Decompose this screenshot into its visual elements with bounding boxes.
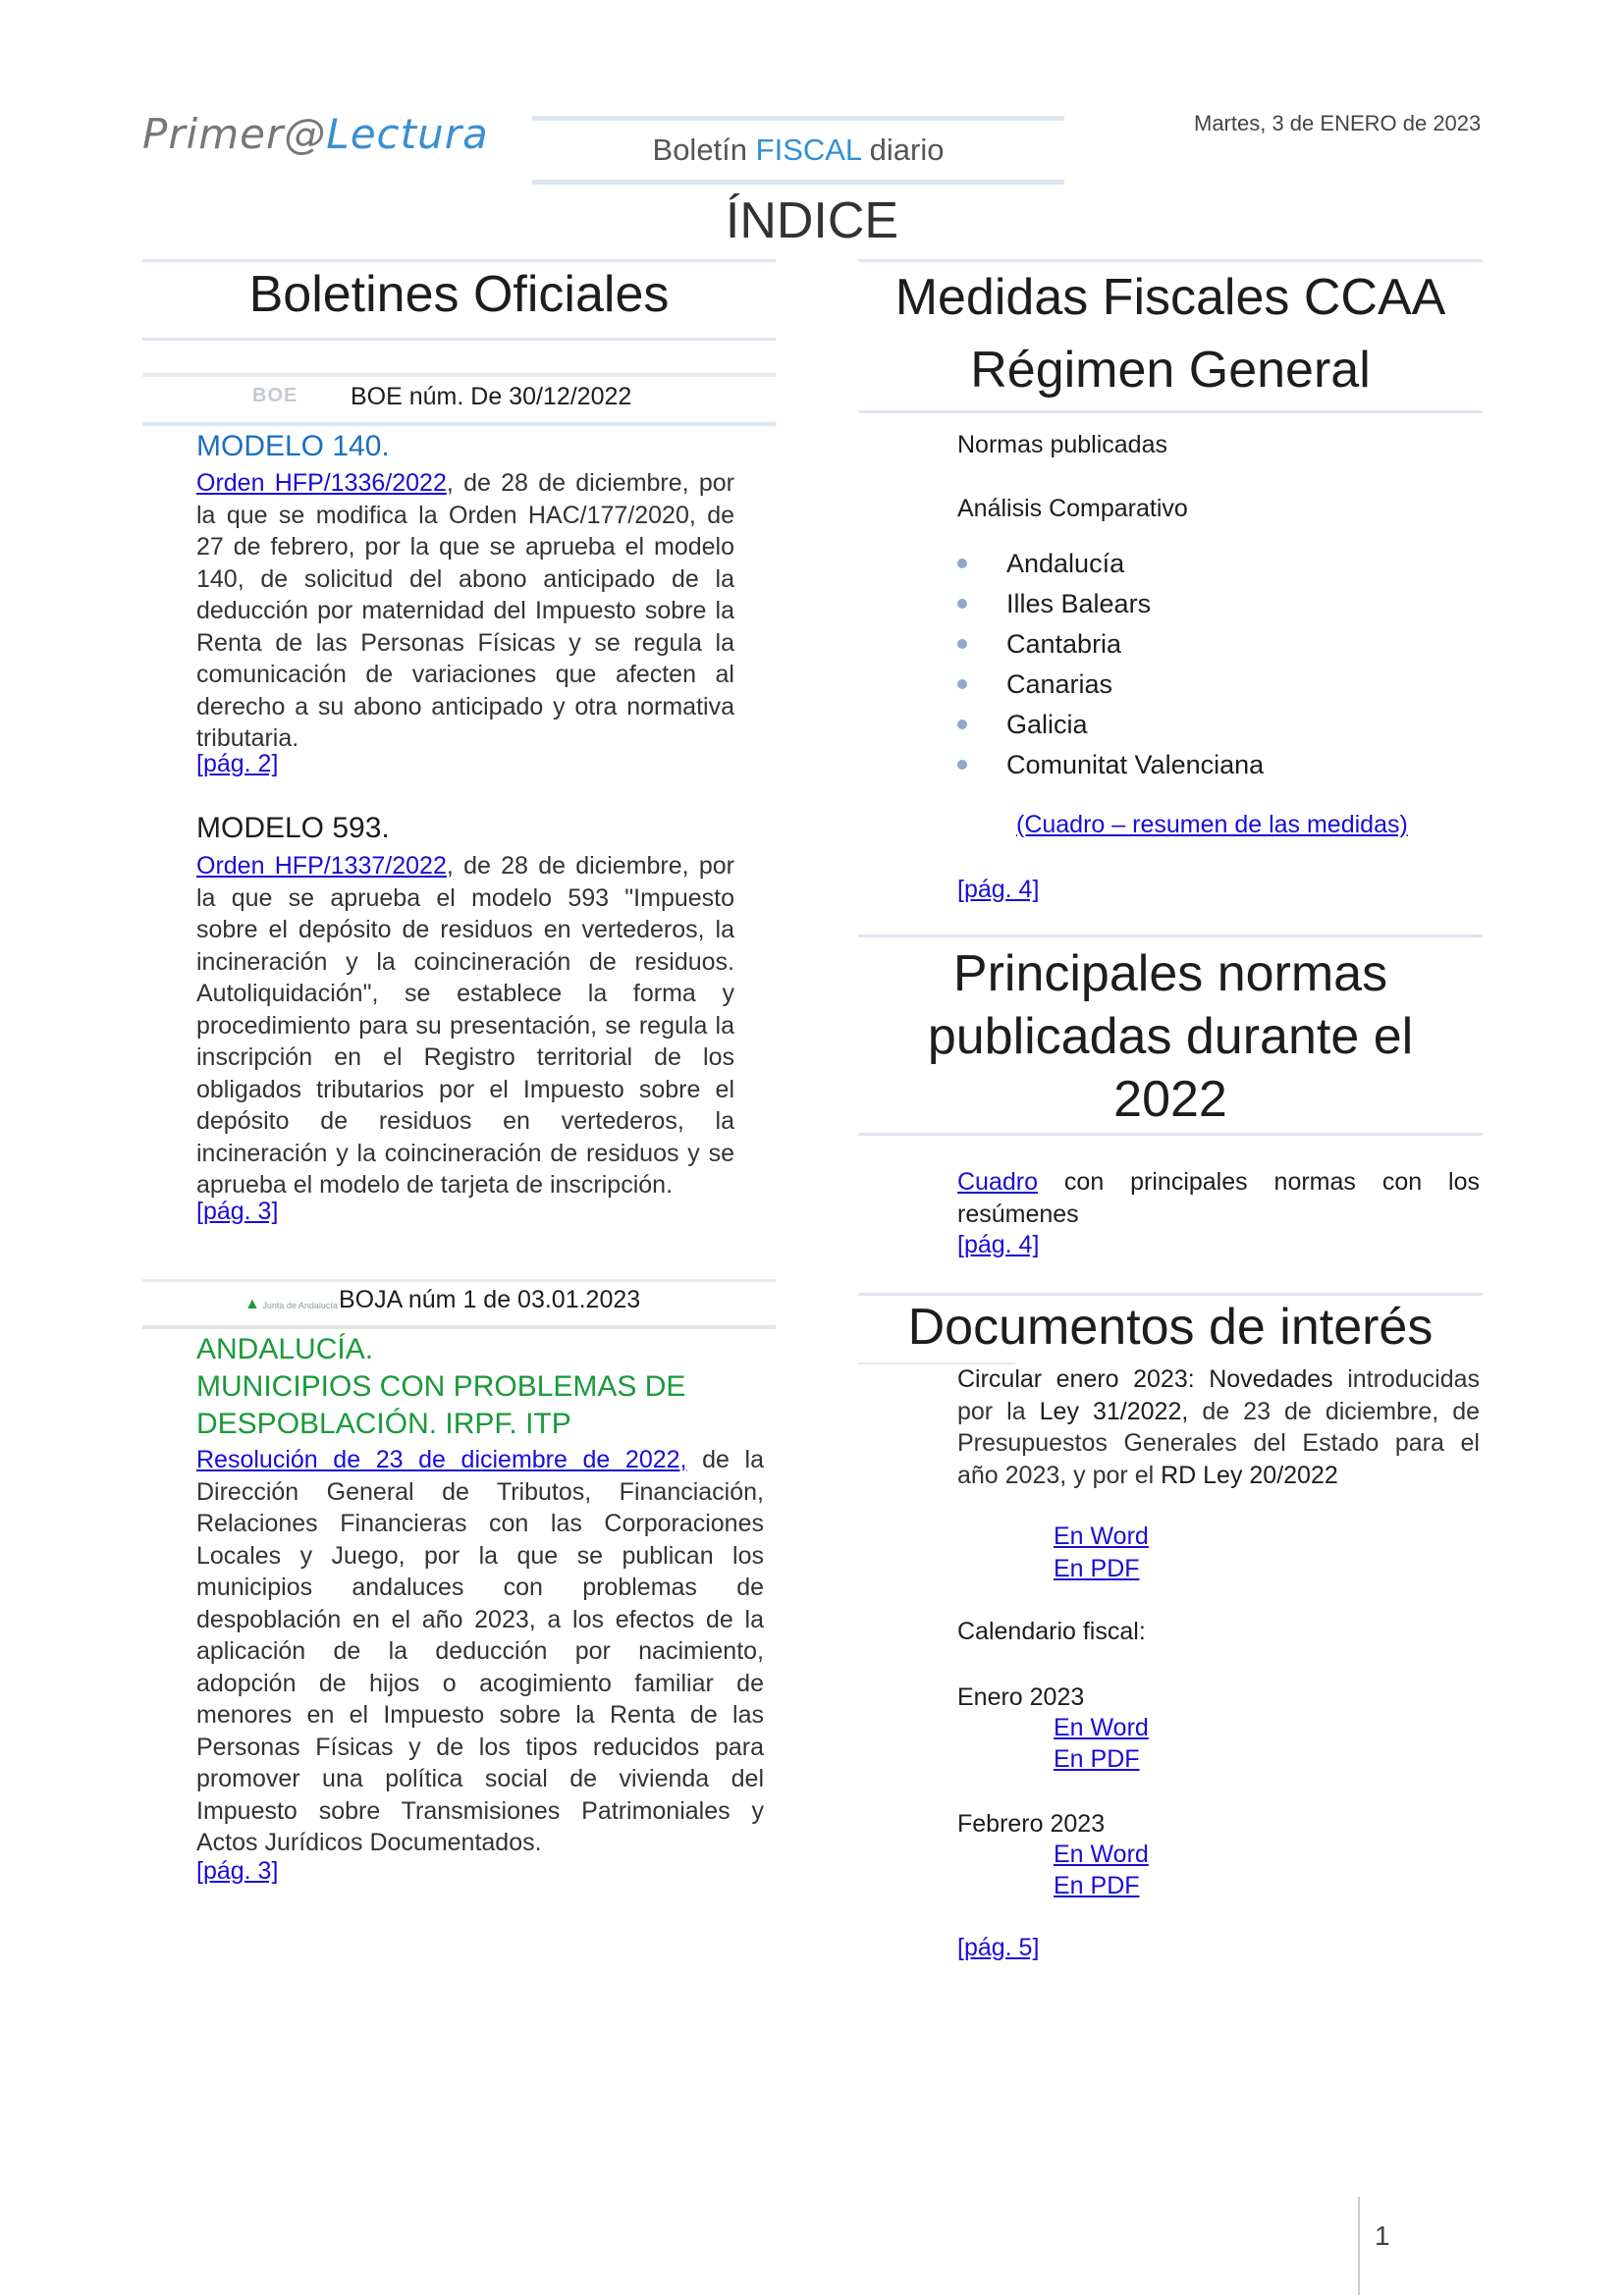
list-item: Cantabria [957, 624, 1264, 665]
list-item: Galicia [957, 705, 1264, 745]
section-title-boletines: Boletines Oficiales [248, 266, 670, 323]
febrero-pdf-link[interactable]: En PDF [1054, 1872, 1140, 1899]
modelo-593-page-link[interactable]: [pág. 3] [196, 1198, 279, 1225]
normas-publicadas: Normas publicadas [957, 431, 1167, 458]
page-number: 1 [1375, 2220, 1390, 2251]
list-item: Canarias [957, 665, 1264, 705]
analisis-comparativo: Análisis Comparativo [957, 495, 1188, 522]
enero-pdf-link[interactable]: En PDF [1054, 1745, 1140, 1773]
documentos-page-link[interactable]: [pág. 5] [957, 1934, 1040, 1961]
boe-banner-text: BOE núm. De 30/12/2022 [351, 383, 632, 410]
principales-text: Cuadro con principales normas con los resúmenes [957, 1168, 1480, 1228]
boletin-title: Boletín FISCAL diario [532, 116, 1064, 185]
issue-date: Martes, 3 de ENERO de 2023 [1194, 111, 1482, 135]
divider [142, 422, 776, 426]
enero-label: Enero 2023 [957, 1683, 1085, 1711]
andalucia-text: Resolución de 23 de diciembre de 2022, de la Dirección General de Tributos, Financiación, Relaciones Financieras con las Corporaciones Locales y Juego, por la que se publican los municipios andaluces con problemas de despoblación en el año 2023, a los efectos de la aplicación de la deducción por nacimiento, adopción de hijos o acogimiento familiar de menores en el Impuesto sobre la Renta de las Personas Físicas y de los tipos reducidos para promover una política social de vivienda del Impuesto sobre Transmisiones Patrimoniales y Actos Jurídicos Documentados. [196, 1446, 764, 1856]
enero-word-link[interactable]: En Word [1054, 1714, 1149, 1741]
resolucion-23-diciembre-link[interactable]: Resolución de 23 de diciembre de 2022, [196, 1446, 687, 1473]
principales-page-link[interactable]: [pág. 4] [957, 1231, 1040, 1258]
boe-banner [142, 379, 776, 418]
divider [858, 410, 1483, 413]
index-title: ÍNDICE [725, 192, 899, 249]
boja-banner [142, 1282, 776, 1321]
section-title-principales: Principales normas publicadas durante el 2022 [927, 945, 1414, 1128]
modelo-140-heading: MODELO 140. [196, 430, 390, 462]
list-item: Illes Balears [957, 584, 1264, 624]
circular-pdf-link[interactable]: En PDF [1054, 1555, 1140, 1582]
ccaa-page-link[interactable]: [pág. 4] [957, 876, 1040, 903]
ccaa-list [957, 544, 1264, 785]
page-number-divider [1358, 2197, 1360, 2295]
orden-hfp-1336-link[interactable]: Orden HFP/1336/2022 [196, 469, 447, 497]
cuadro-resumen-link[interactable]: (Cuadro – resumen de las medidas) [1016, 811, 1408, 838]
orden-hfp-1337-link[interactable]: Orden HFP/1337/2022 [196, 852, 447, 880]
febrero-label: Febrero 2023 [957, 1810, 1106, 1838]
divider [858, 934, 1483, 937]
calendario-label: Calendario fiscal: [957, 1618, 1146, 1645]
section-title-ccaa: Medidas Fiscales CCAA Régimen General [894, 269, 1446, 399]
andalucia-page-link[interactable]: [pág. 3] [196, 1857, 279, 1885]
divider [142, 259, 776, 262]
list-item: Andalucía [957, 544, 1264, 584]
divider [142, 338, 776, 341]
divider [858, 1133, 1483, 1136]
brand-logo: Primer@Lectura [142, 110, 489, 158]
list-item: Comunitat Valenciana [957, 745, 1264, 785]
modelo-593-heading: MODELO 593. [196, 812, 390, 844]
boe-logo: BOE [252, 385, 298, 406]
divider [142, 373, 776, 377]
circular-word-link[interactable]: En Word [1054, 1522, 1149, 1550]
divider [142, 1325, 776, 1329]
circular-text: Circular enero 2023: Novedades introducidas por la Ley 31/2022, de 23 de diciembre, de Presupuestos Generales del Estado para el año 2023, y por el RD Ley 20/2022 [957, 1365, 1481, 1489]
modelo-140-page-link[interactable]: [pág. 2] [196, 750, 279, 777]
boja-banner-text: BOJA núm 1 de 03.01.2023 [339, 1286, 641, 1313]
modelo-593-text: Orden HFP/1337/2022, de 28 de diciembre, por la que se aprueba el modelo 593 "Impuesto sobre el depósito de residuos en vertederos, la incineración y la coincineración de residuos. Autoliquidación", se establece la forma y procedimiento para su presentación, se regula la inscripción en el Registro territorial de los obligados tributarios por el Impuesto sobre el depósito de residuos en vertederos, la incineración y la coincineración de residuos y se aprueba el modelo de tarjeta de inscripción. [196, 852, 734, 1199]
febrero-word-link[interactable]: En Word [1054, 1841, 1149, 1868]
section-title-documentos: Documentos de interés [907, 1299, 1434, 1356]
junta-andalucia-logo: ▲ Junta de Andalucía [244, 1296, 338, 1312]
modelo-140-text: Orden HFP/1336/2022, de 28 de diciembre, por la que se modifica la Orden HAC/177/2020, de 27 de febrero, por la que se aprueba el modelo 140, de solicitud del abono anticipado de la deducción por maternidad del Impuesto sobre la Renta de las Personas Físicas y se regula la comunicación de variaciones que afecten al derecho a su abono anticipado y otra normativa tributaria. [196, 469, 734, 752]
andalucia-heading: ANDALUCÍA. MUNICIPIOS CON PROBLEMAS DE DESPOBLACIÓN. IRPF. ITP [196, 1333, 686, 1440]
cuadro-link[interactable]: Cuadro [957, 1168, 1038, 1196]
